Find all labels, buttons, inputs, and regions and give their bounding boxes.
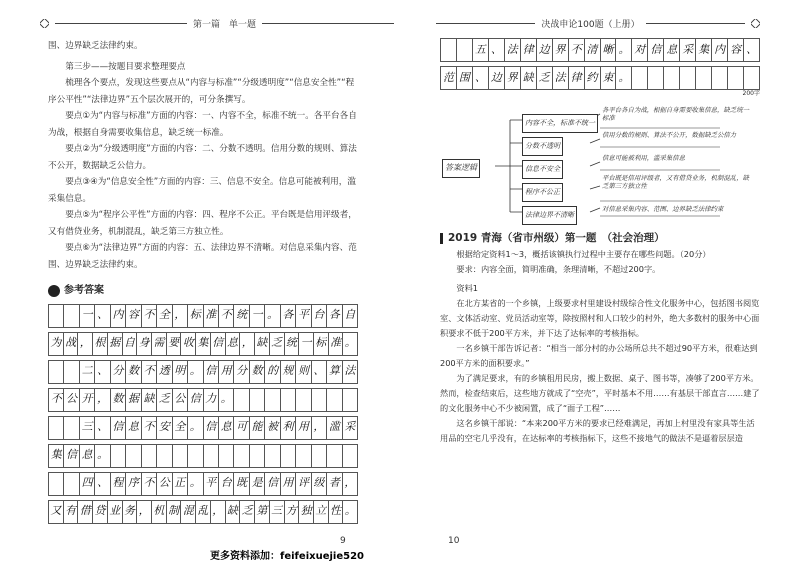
grid-cell: 信 [187, 388, 202, 412]
grid-cell: 乏 [269, 332, 284, 356]
grid-cell [743, 66, 760, 90]
analysis-paragraph: 要点⑥为“法律边界”方面的内容：五、法律边界不清晰。对信息采集内容、范围、边界缺乏法律约束。 [48, 243, 357, 270]
grid-cell: 采 [679, 38, 695, 62]
mindmap-note: 各平台各自为战，根据自身需要收集信息，缺乏统一标准 [602, 106, 749, 122]
intro-text: 围、边界缺乏法律约束。 [48, 41, 143, 51]
grid-cell: 。 [187, 416, 202, 440]
grid-cell: 不 [141, 472, 156, 496]
grid-cell: 。 [342, 332, 358, 356]
grid-row [48, 360, 358, 383]
grid-cell [295, 444, 310, 468]
grid-cell: 自 [122, 332, 137, 356]
grid-cell: 第 [254, 500, 269, 524]
grid-cell [233, 388, 248, 412]
grid-cell: 三 [269, 500, 284, 524]
grid-cell: 既 [233, 472, 248, 496]
grid-cell [233, 444, 248, 468]
grid-cell [679, 66, 695, 90]
grid-cell: 内 [711, 38, 727, 62]
grid-cell [663, 66, 679, 90]
grid-row [48, 332, 358, 355]
grid-cell: 贷 [92, 500, 107, 524]
grid-cell: 容 [727, 38, 743, 62]
grid-cell: 平 [295, 304, 310, 328]
grid-row [440, 66, 760, 89]
grid-row [48, 304, 358, 327]
question-title: 2019 青海（省市州级）第一题 （社会治理） [448, 232, 665, 244]
grid-cell [187, 444, 202, 468]
grid-cell: 束 [600, 66, 616, 90]
grid-cell: 信 [210, 332, 225, 356]
grid-cell [48, 472, 63, 496]
grid-row [440, 38, 760, 61]
answer-grid-continued [440, 38, 760, 89]
grid-cell: 的 [264, 360, 279, 384]
grid-cell: 五 [472, 38, 488, 62]
grid-cell: 息 [79, 444, 94, 468]
mindmap-branch: 信息不安全 [522, 160, 563, 179]
grid-cell: 、 [94, 360, 109, 384]
material-paragraph: 这名乡镇干部说：“本来200平方米的要求已经难满足，再加上村里没有家具等生活用品的空宅几乎没有，在达标率的考核指标下，这些不接地气的做法不是逼着层层造 [440, 417, 755, 443]
grid-cell: 力 [203, 388, 218, 412]
grid-cell: ， [239, 332, 254, 356]
grid-cell: 要 [166, 332, 181, 356]
grid-cell: 集 [48, 444, 63, 468]
grid-cell: 能 [249, 416, 264, 440]
grid-cell: 方 [284, 500, 299, 524]
grid-cell: 集 [195, 332, 210, 356]
grid-cell [326, 444, 341, 468]
grid-row [48, 444, 358, 467]
grid-cell: 边 [536, 38, 552, 62]
grid-cell [110, 444, 125, 468]
grid-cell: 围 [456, 66, 472, 90]
grid-cell: ， [210, 500, 225, 524]
grid-cell: 需 [151, 332, 166, 356]
mindmap-branch: 分数不透明 [522, 137, 563, 156]
right-header [430, 16, 760, 30]
grid-cell: 全 [172, 416, 187, 440]
grid-cell [249, 444, 264, 468]
grid-cell [203, 444, 218, 468]
grid-cell: 用 [295, 416, 310, 440]
material-paragraph: 在北方某省的一个乡镇，上级要求村里建设村级综合性文化服务中心，包括图书阅览室、文体活动室、党员活动室等，除按照村和人口较少的村外，绝大多数村的服务中心面积要求不低于200平方米，并下达了达标率的考核指标。 [440, 297, 760, 338]
grid-cell: 息 [225, 332, 240, 356]
grid-cell: 。 [187, 360, 202, 384]
question-requirement: 要求：内容全面，简明准确，条理清晰，不超过200字。 [456, 263, 661, 274]
grid-cell: 信 [203, 360, 218, 384]
grid-cell: 、 [488, 38, 504, 62]
grid-cell: 有 [63, 500, 78, 524]
grid-cell: 据 [125, 388, 140, 412]
grid-cell: 。 [264, 304, 279, 328]
grid-cell: 范 [440, 66, 456, 90]
grid-cell [249, 388, 264, 412]
grid-cell: ， [94, 388, 109, 412]
grid-cell: 务 [122, 500, 137, 524]
analysis-paragraph: 梳理各个要点，发现这些要点从“内容与标准”“分级透明度”“信息安全性”“程序公平性”“法律边界”五个层次展开的，可分条撰写。 [48, 78, 355, 105]
grid-cell: 制 [166, 500, 181, 524]
grid-cell [218, 444, 233, 468]
grid-cell [264, 444, 279, 468]
grid-cell: 不 [48, 388, 63, 412]
grid-cell: 安 [156, 416, 171, 440]
answer-title: 参考答案 [64, 285, 104, 296]
grid-cell: 信 [647, 38, 663, 62]
grid-cell: 收 [180, 332, 195, 356]
grid-cell: 。 [615, 66, 631, 90]
grid-cell: 乏 [536, 66, 552, 90]
question-heading [440, 230, 760, 247]
grid-cell [63, 360, 78, 384]
grid-cell: 信 [264, 472, 279, 496]
grid-cell: 清 [584, 38, 600, 62]
grid-cell: 息 [663, 38, 679, 62]
material-label: 资料1 [456, 282, 478, 293]
grid-cell [141, 444, 156, 468]
word-count-mark: 200字 [742, 90, 760, 97]
grid-cell [63, 416, 78, 440]
grid-cell [156, 444, 171, 468]
grid-cell: 性 [328, 500, 343, 524]
answer-mindmap [440, 106, 760, 224]
left-header-chapter: 第一篇 单一题 [193, 19, 257, 30]
grid-cell [711, 66, 727, 90]
grid-cell: ， [342, 472, 358, 496]
grid-cell: 台 [311, 304, 326, 328]
grid-cell: 边 [488, 66, 504, 90]
analysis-paragraph: 要点③④为“信息安全性”方面的内容：三、信息不安全。信息可能被利用，滥采集信息。 [48, 177, 356, 204]
grid-cell: 公 [63, 388, 78, 412]
mindmap-root: 答案逻辑 [442, 159, 480, 178]
grid-cell: 容 [125, 304, 140, 328]
grid-cell: 立 [313, 500, 328, 524]
grid-cell [48, 360, 63, 384]
grid-cell: 、 [94, 472, 109, 496]
grid-cell: 界 [504, 66, 520, 90]
grid-cell: 一 [79, 304, 94, 328]
grid-cell: 标 [187, 304, 202, 328]
header-ornament-icon [40, 19, 49, 28]
grid-cell: 自 [342, 304, 358, 328]
grid-cell [48, 304, 63, 328]
analysis-paragraph: 要点②为“分级透明度”方面的内容：二、分数不透明。信用分数的规则、算法不公开，数据缺乏公信力。 [48, 144, 357, 171]
grid-cell [264, 388, 279, 412]
grid-cell [125, 444, 140, 468]
grid-cell: ， [136, 500, 151, 524]
left-header [40, 16, 400, 30]
mindmap-note: 对信息采集内容、范围、边界缺乏法律约束 [602, 205, 724, 213]
grid-cell: 缺 [225, 500, 240, 524]
grid-cell: 据 [107, 332, 122, 356]
grid-cell: 可 [233, 416, 248, 440]
grid-cell: 程 [110, 472, 125, 496]
grid-cell: 开 [79, 388, 94, 412]
grid-cell: 则 [295, 360, 310, 384]
grid-cell: 统 [284, 332, 299, 356]
grid-cell: 用 [218, 360, 233, 384]
grid-cell: 信 [110, 416, 125, 440]
grid-cell: 独 [298, 500, 313, 524]
grid-cell: 采 [342, 416, 358, 440]
grid-cell: 利 [280, 416, 295, 440]
grid-cell: 业 [107, 500, 122, 524]
grid-cell: 又 [48, 500, 63, 524]
grid-cell [727, 66, 743, 90]
grid-cell: 律 [520, 38, 536, 62]
grid-cell [311, 444, 326, 468]
grid-cell: 评 [295, 472, 310, 496]
grid-cell: 界 [552, 38, 568, 62]
grid-cell: 内 [110, 304, 125, 328]
grid-cell: 不 [568, 38, 584, 62]
grid-cell: 息 [125, 416, 140, 440]
grid-cell [48, 416, 63, 440]
grid-cell: 各 [326, 304, 341, 328]
grid-cell: 律 [568, 66, 584, 90]
grid-cell: 算 [326, 360, 341, 384]
left-page-number: 9 [340, 536, 346, 546]
grid-cell: 四 [79, 472, 94, 496]
grid-cell: 。 [218, 388, 233, 412]
mindmap-branch: 程序不公正 [522, 183, 563, 202]
analysis-paragraph: 要点①为“内容与标准”方面的内容：一、内容不全，标准不统一。各平台各自为战，根据自身需要收集信息，缺乏统一标准。 [48, 111, 357, 138]
question-instruction: 根据给定资料1～3，概括该镇执行过程中主要存在哪些问题。（20分） [456, 248, 711, 259]
grid-cell: 者 [326, 472, 341, 496]
grid-cell [456, 38, 472, 62]
header-ornament-icon [751, 19, 760, 28]
grid-row [48, 416, 358, 439]
grid-cell [326, 388, 341, 412]
grid-cell: 不 [218, 304, 233, 328]
grid-cell: 战 [63, 332, 78, 356]
grid-cell: 。 [94, 444, 109, 468]
grid-cell: 规 [280, 360, 295, 384]
grid-cell [63, 304, 78, 328]
grid-cell [342, 444, 358, 468]
grid-cell: 不 [141, 360, 156, 384]
grid-cell: 息 [218, 416, 233, 440]
grid-cell: 透 [156, 360, 171, 384]
grid-cell: 一 [298, 332, 313, 356]
grid-cell [647, 66, 663, 90]
mindmap-note: 平台既是信用评级者，又有借贷业务，机制混乱，缺乏第三方独立性 [602, 174, 749, 190]
grid-cell: 身 [136, 332, 151, 356]
grid-cell: 是 [249, 472, 264, 496]
grid-cell: 全 [156, 304, 171, 328]
grid-cell: 数 [125, 360, 140, 384]
grid-cell: 机 [151, 500, 166, 524]
grid-cell: 不 [141, 416, 156, 440]
step-title: 第三步——按题目要求整理要点 [65, 61, 186, 72]
grid-cell: 准 [328, 332, 343, 356]
grid-cell: 借 [77, 500, 92, 524]
grid-cell: 用 [280, 472, 295, 496]
grid-cell: 混 [180, 500, 195, 524]
grid-cell: 乱 [195, 500, 210, 524]
grid-cell: 缺 [520, 66, 536, 90]
grid-cell: ， [311, 416, 326, 440]
mindmap-branch: 内容不全，标准不统一 [522, 114, 598, 133]
grid-cell: 乏 [239, 500, 254, 524]
grid-cell: 约 [584, 66, 600, 90]
grid-cell [631, 66, 647, 90]
grid-cell: 法 [552, 66, 568, 90]
grid-cell: 信 [203, 416, 218, 440]
grid-cell: 公 [172, 388, 187, 412]
grid-cell: 对 [631, 38, 647, 62]
left-page [48, 38, 358, 528]
grid-cell: 明 [172, 360, 187, 384]
grid-cell: 级 [311, 472, 326, 496]
mindmap-branch: 法律边界不清晰 [522, 206, 577, 225]
grid-cell: 乏 [156, 388, 171, 412]
answer-section-title [48, 283, 358, 300]
grid-cell: 公 [156, 472, 171, 496]
grid-cell: 缺 [141, 388, 156, 412]
grid-cell: 缺 [254, 332, 269, 356]
grid-cell: 信 [63, 444, 78, 468]
grid-row [48, 472, 358, 495]
grid-cell: 不 [141, 304, 156, 328]
grid-cell: 。 [342, 500, 358, 524]
grid-cell: 法 [342, 360, 358, 384]
grid-cell: 为 [48, 332, 63, 356]
grid-row [48, 500, 358, 523]
grid-cell: 数 [110, 388, 125, 412]
grid-cell: 、 [472, 66, 488, 90]
material-paragraph: 一名乡镇干部告诉记者：“相当一部分村的办公场所总共不超过90平方米，很难达到200平方米的面积要求。” [440, 342, 758, 368]
grid-cell: ， [77, 332, 92, 356]
grid-cell: 、 [311, 360, 326, 384]
material-paragraph: 为了满足要求，有的乡镇租用民房，搬上数据、桌子、图书等，凑够了200平方米。然而，检查结束后，这些地方就成了“空壳”，平时基本不用……有基层干部直言……建了的文化服务中心不少被闲置，成了“面子工程”…… [440, 372, 760, 413]
grid-cell: 分 [233, 360, 248, 384]
grid-cell: 一 [249, 304, 264, 328]
grid-cell [311, 388, 326, 412]
right-header-book: 决战申论100题（上册） [541, 19, 640, 30]
grid-cell: 法 [504, 38, 520, 62]
grid-cell: 正 [172, 472, 187, 496]
grid-cell: 滥 [326, 416, 341, 440]
grid-cell [440, 38, 456, 62]
grid-cell: 被 [264, 416, 279, 440]
grid-cell: 。 [187, 472, 202, 496]
footer-contact: 更多资料添加：feifeixuejie520 [210, 551, 364, 562]
mindmap-note: 信息可能被利用，滥采集信息 [602, 154, 686, 162]
grid-cell: 统 [233, 304, 248, 328]
grid-cell: 分 [110, 360, 125, 384]
grid-cell: 、 [94, 416, 109, 440]
grid-cell [295, 388, 310, 412]
answer-badge-icon [48, 285, 60, 297]
grid-cell [172, 444, 187, 468]
grid-cell: 各 [280, 304, 295, 328]
grid-cell: 数 [249, 360, 264, 384]
heading-bar-icon [440, 233, 443, 244]
grid-cell: 标 [313, 332, 328, 356]
grid-cell: 台 [218, 472, 233, 496]
right-page-number: 10 [448, 536, 460, 546]
analysis-paragraph: 要点⑤为“程序公平性”方面的内容：四、程序不公正。平台既是信用评级者，又有借贷业务，机制混乱，缺乏第三方独立性。 [48, 210, 357, 237]
grid-cell: 序 [125, 472, 140, 496]
grid-cell: 二 [79, 360, 94, 384]
grid-cell [280, 444, 295, 468]
grid-cell: 准 [203, 304, 218, 328]
grid-cell: 。 [615, 38, 631, 62]
right-page [440, 38, 760, 446]
grid-cell [342, 388, 358, 412]
grid-cell: 平 [203, 472, 218, 496]
grid-cell [63, 472, 78, 496]
grid-cell: 、 [743, 38, 760, 62]
grid-row [48, 388, 358, 411]
grid-cell [280, 388, 295, 412]
mindmap-note: 信用分数的规则、算法不公开，数据缺乏公信力 [602, 131, 737, 139]
grid-cell: 根 [92, 332, 107, 356]
grid-cell: 三 [79, 416, 94, 440]
grid-cell: 、 [94, 304, 109, 328]
grid-cell [695, 66, 711, 90]
grid-cell: 晰 [600, 38, 616, 62]
answer-grid [48, 304, 358, 523]
grid-cell: ， [172, 304, 187, 328]
grid-cell: 集 [695, 38, 711, 62]
